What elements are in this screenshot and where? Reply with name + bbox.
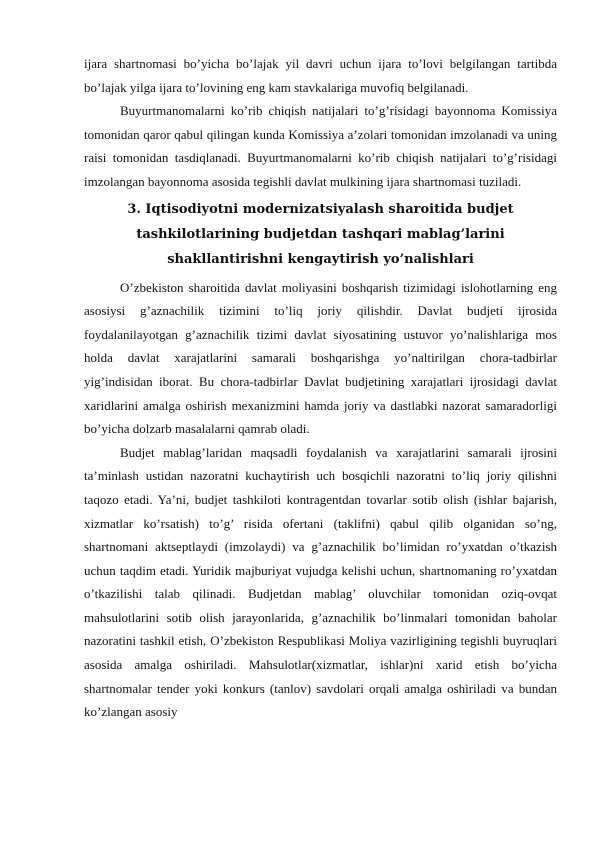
paragraph-budjet-nazorat: Budjet mablag’laridan maqsadli foydalanish va xarajatlarini samarali ijrosini ta’minlash ustidan nazoratni kuchaytirish uch bosqichli nazoratni to’liq joriy qilishni taqozo etadi. Ya’ni, budjet tashkiloti kontragentdan tovarlar sotib olish (ishlar bajarish, xizmatlar ko’rsatish) to’g’ risida ofertani (taklifni) qabul qilib olganidan so’ng, shartnomani aktseptlaydi (imzolaydi) va g’aznachilik bo’limidan ro’yxatdan o’tkazish uchun taqdim etadi. Yuridik majburiyat vujudga kelishi uchun, shartnomaning ro’yxatdan o’tkazilishi talab qilinadi. Budjetdan mablag’ oluvchilar tomonidan oziq-ovqat mahsulotlarini sotib olish jarayonlarida, g’aznachilik bo’linmalari tomonidan baholar nazoratini tashkil etish, O’zbekiston Respublikasi Moliya vazirligining tegishli buyruqlari asosida amalga oshiriladi. Mahsulotlar(xizmatlar, ishlar)ni xarid etish bo’yicha shartnomalar tender yoki konkurs (tanlov) savdolari orqali amalga oshiriladi va bundan ko’zlangan asosiy xyxy=(84,444,557,720)
paragraph-continued: ijara shartnomasi bo’yicha bo’lajak yil davri uchun ijara to’lovi belgilangan tartibda bo’lajak yilga ijara to’lovining eng kam stavkalariga muvofiq belgilanadi. xyxy=(84,56,557,95)
paragraph-bayonnoma: Buyurtmanomalarni ko’rib chiqish natijalari to’g’risidagi bayonnoma Komissiya tomonidan qaror qabul qilingan kunda Komissiya a’zolari tomonidan imzolanadi va uning raisi tomonidan tasdiqlanadi. Buyurtmanomalarni ko’rib chiqish natijalari to’g’risidagi imzolangan bayonnoma asosida tegishli davlat mulkining ijara shartnomasi tuziladi. xyxy=(84,103,557,189)
section-heading: 3. Iqtisodiyotni modernizatsiyalash sharoitida budjet tashkilotlarining budjetdan tashqari mablag’larini shakllantirishni kengaytirish yo’nalishlari xyxy=(127,201,514,267)
document-body xyxy=(84,52,557,724)
paragraph-gaznachilik: O’zbekiston sharoitida davlat moliyasini boshqarish tizimidagi islohotlarning eng asosiysi g’aznachilik tizimini to’liq joriy qilishdir. Davlat budjeti ijrosida foydalanilayotgan g’aznachilik tizimi davlat siyosatining ustuvor yo’nalishlariga mos holda davlat xarajatlarini samarali boshqarishga yo’naltirilgan chora-tadbirlar yig’indisidan iborat. Bu chora-tadbirlar Davlat budjetining xarajatlari ijrosidagi davlat xaridlarini amalga oshirish mexanizmini hamda joriy va dastlabki nazorat samaradorligi bo’yicha dolzarb masalalarni qamrab oladi. xyxy=(84,279,557,437)
